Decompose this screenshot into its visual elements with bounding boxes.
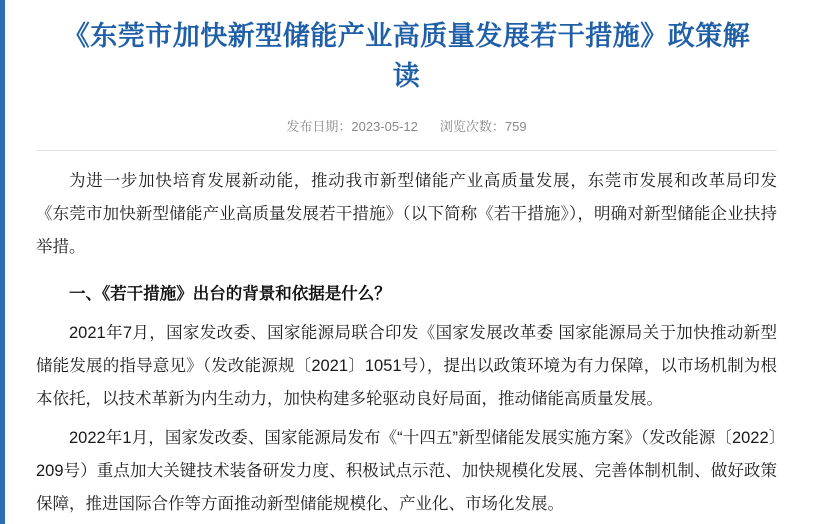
page-title: 《东莞市加快新型储能产业高质量发展若干措施》政策解读 <box>62 21 751 91</box>
document-body <box>36 151 777 521</box>
publish-date: 发布日期：2023-05-12 <box>286 119 418 134</box>
view-count: 浏览次数：759 <box>439 119 527 134</box>
document-meta <box>26 118 787 136</box>
paragraph-2022: 2022年1月，国家发改委、国家能源局发布《“十四五”新型储能发展实施方案》（发改能源〔2022〕209号）重点加大关键技术装备研发力度、积极试点示范、加快规模化发展、完善体制机制、做好政策保障，推进国际合作等方面推动新型储能规模化、产业化、市场化发展。 <box>36 429 777 513</box>
paragraph-intro: 为进一步加快培育发展新动能，推动我市新型储能产业高质量发展，东莞市发展和改革局印发《东莞市加快新型储能产业高质量发展若干措施》（以下简称《若干措施》），明确对新型储能企业扶持举措。 <box>36 172 777 256</box>
left-accent-rule <box>0 0 5 524</box>
section-heading-1: 一、《若干措施》出台的背景和依据是什么？ <box>69 285 391 303</box>
paragraph-2021: 2021年7月，国家发改委、国家能源局联合印发《国家发展改革委 国家能源局关于加快推动新型储能发展的指导意见》（发改能源规〔2021〕1051号），提出以政策环境为有力保障，以市场机制为根本依托，以技术革新为内生动力，加快构建多轮驱动良好局面，推动储能高质量发展。 <box>36 324 777 408</box>
